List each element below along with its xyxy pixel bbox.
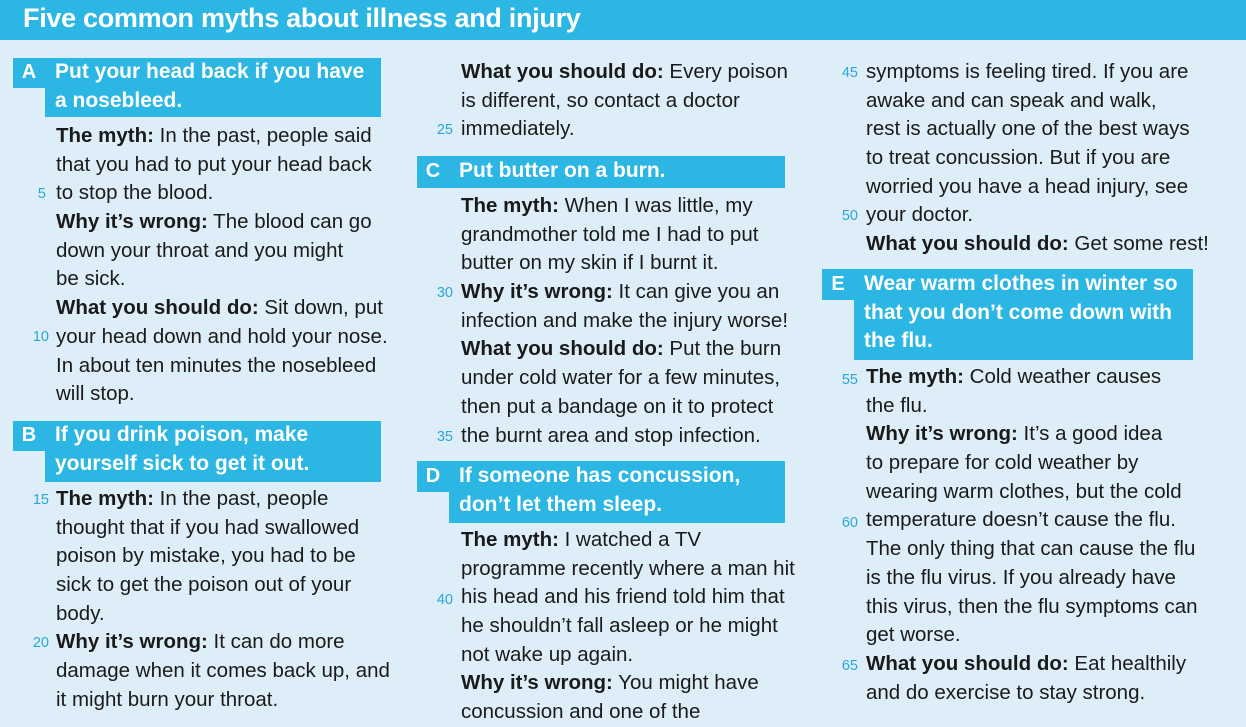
line-number: 35	[436, 429, 453, 445]
section-a-heading	[13, 58, 381, 117]
heading-line: Wear warm clothes in winter so	[864, 272, 1178, 295]
do-label: What you should do:	[461, 337, 664, 361]
section-e-heading	[822, 269, 1193, 360]
body-text: worried you have a head injury, see	[866, 174, 1189, 198]
title-bar	[0, 0, 1246, 40]
body-text: Eat healthily	[1074, 651, 1187, 675]
line-number: 45	[841, 65, 858, 81]
wrong-label: Why it’s wrong:	[56, 630, 208, 654]
line-number: 50	[841, 208, 858, 224]
body-text: poison by mistake, you had to be	[56, 544, 356, 568]
line-number: 25	[436, 122, 453, 138]
section-e-body	[866, 363, 1198, 707]
heading-line: that you don’t come down with	[864, 300, 1172, 324]
line-number: 20	[32, 635, 49, 651]
do-label: What you should do:	[461, 60, 664, 83]
line-number: 15	[32, 492, 49, 508]
line-number: 55	[841, 372, 858, 388]
section-letter: E	[831, 273, 845, 295]
body-text: and do exercise to stay strong.	[866, 680, 1146, 704]
body-text: butter on my skin if I burnt it.	[461, 251, 719, 275]
heading-notch	[417, 492, 449, 523]
wrong-label: Why it’s wrong:	[461, 280, 613, 304]
heading-line: Put butter on a burn.	[459, 159, 666, 182]
body-text: your doctor.	[866, 203, 974, 227]
body-text: to treat concussion. But if you are	[866, 146, 1171, 170]
body-text: I watched a TV	[564, 528, 702, 551]
heading-line: a nosebleed.	[55, 88, 183, 112]
body-text: infection and make the injury worse!	[461, 308, 789, 332]
line-number: 40	[436, 592, 453, 608]
body-text: It’s a good idea	[1023, 422, 1163, 446]
body-text: the burnt area and stop infection.	[461, 423, 761, 447]
body-text: concussion and one of the	[461, 700, 701, 724]
body-text: under cold water for a few minutes,	[461, 366, 781, 390]
body-text: awake and can speak and walk,	[866, 88, 1157, 112]
body-text: then put a bandage on it to protect	[461, 394, 774, 418]
body-text: get worse.	[866, 623, 961, 647]
body-text: Every poison	[669, 60, 788, 83]
section-d-body	[461, 526, 795, 727]
wrong-label: Why it’s wrong:	[866, 422, 1018, 446]
body-text: damage when it comes back up, and	[56, 659, 390, 683]
body-text: is different, so contact a doctor	[461, 88, 740, 112]
body-text: In the past, people	[159, 487, 329, 510]
body-text: You might have	[618, 671, 759, 695]
section-d-heading	[417, 461, 785, 523]
body-text: The only thing that can cause the flu	[866, 537, 1196, 561]
body-text: Sit down, put	[264, 296, 383, 320]
heading-notch	[13, 88, 45, 117]
body-text: programme recently where a man hit	[461, 556, 795, 580]
body-text: this virus, then the flu symptoms can	[866, 594, 1198, 618]
body-text: temperature doesn’t cause the flu.	[866, 508, 1176, 532]
section-letter: B	[21, 424, 37, 446]
do-label: What you should do:	[866, 232, 1069, 256]
wrong-label: Why it’s wrong:	[56, 210, 208, 234]
body-text: be sick.	[56, 267, 126, 291]
heading-notch	[13, 451, 45, 482]
body-text: The blood can go	[213, 210, 372, 234]
body-text: rest is actually one of the best ways	[866, 117, 1190, 141]
body-text: thought that if you had swallowed	[56, 515, 360, 539]
body-text: will stop.	[56, 382, 135, 406]
heading-line: the flu.	[864, 329, 933, 352]
heading-notch	[822, 300, 854, 360]
body-text: wearing warm clothes, but the cold	[866, 479, 1182, 503]
body-text: he shouldn’t fall asleep or he might	[461, 614, 778, 638]
body-text: down your throat and you might	[56, 238, 344, 262]
do-label: What you should do:	[56, 296, 259, 320]
line-number: 5	[37, 186, 46, 202]
body-text: Put the burn	[669, 337, 782, 361]
section-b-body-cont	[461, 58, 788, 144]
line-number: 10	[32, 329, 49, 345]
section-b-body	[56, 485, 390, 715]
heading-line: If you drink poison, make	[55, 423, 309, 446]
body-text: not wake up again.	[461, 642, 634, 666]
body-text: to prepare for cold weather by	[866, 451, 1139, 475]
myth-label: The myth:	[461, 194, 559, 217]
myth-label: The myth:	[461, 528, 559, 551]
body-text: his head and his friend told him that	[461, 585, 785, 609]
body-text: immediately.	[461, 117, 575, 141]
myth-label: The myth:	[56, 487, 154, 510]
body-text: the flu.	[866, 393, 928, 417]
section-c-body	[461, 192, 788, 450]
body-text: symptoms is feeling tired. If you are	[866, 60, 1189, 83]
body-text: In about ten minutes the nosebleed	[56, 353, 377, 377]
do-label: What you should do:	[866, 651, 1069, 675]
section-c-heading	[417, 156, 785, 188]
section-d-body-cont	[866, 58, 1209, 259]
heading-line: yourself sick to get it out.	[55, 451, 310, 475]
body-text: It can give you an	[618, 280, 780, 304]
line-number: 60	[841, 515, 858, 531]
body-text: body.	[56, 601, 105, 625]
body-text: grandmother told me I had to put	[461, 222, 759, 246]
line-number: 30	[436, 285, 453, 301]
section-letter: C	[425, 160, 441, 182]
body-text: Cold weather causes	[969, 365, 1162, 388]
heading-line: don’t let them sleep.	[459, 492, 663, 516]
body-text: In the past, people said	[159, 124, 372, 147]
body-text: is the flu virus. If you already have	[866, 565, 1176, 589]
body-text: sick to get the poison out of your	[56, 573, 352, 597]
body-text: it might burn your throat.	[56, 687, 279, 711]
body-text: It can do more	[213, 630, 345, 654]
heading-line: If someone has concussion,	[459, 464, 741, 487]
section-b-heading	[13, 421, 381, 482]
section-letter: A	[21, 61, 37, 83]
wrong-label: Why it’s wrong:	[461, 671, 613, 695]
body-text: that you had to put your head back	[56, 152, 372, 176]
section-letter: D	[425, 465, 441, 487]
body-text: When I was little, my	[564, 194, 753, 217]
body-text: to stop the blood.	[56, 181, 214, 205]
line-number: 65	[841, 658, 858, 674]
body-text: your head down and hold your nose.	[56, 324, 388, 348]
section-a-body	[56, 122, 388, 409]
myth-label: The myth:	[56, 124, 154, 147]
myth-label: The myth:	[866, 365, 964, 388]
page-title: Five common myths about illness and injury	[23, 3, 581, 33]
body-text: Get some rest!	[1074, 232, 1209, 256]
heading-line: Put your head back if you have	[55, 60, 365, 83]
